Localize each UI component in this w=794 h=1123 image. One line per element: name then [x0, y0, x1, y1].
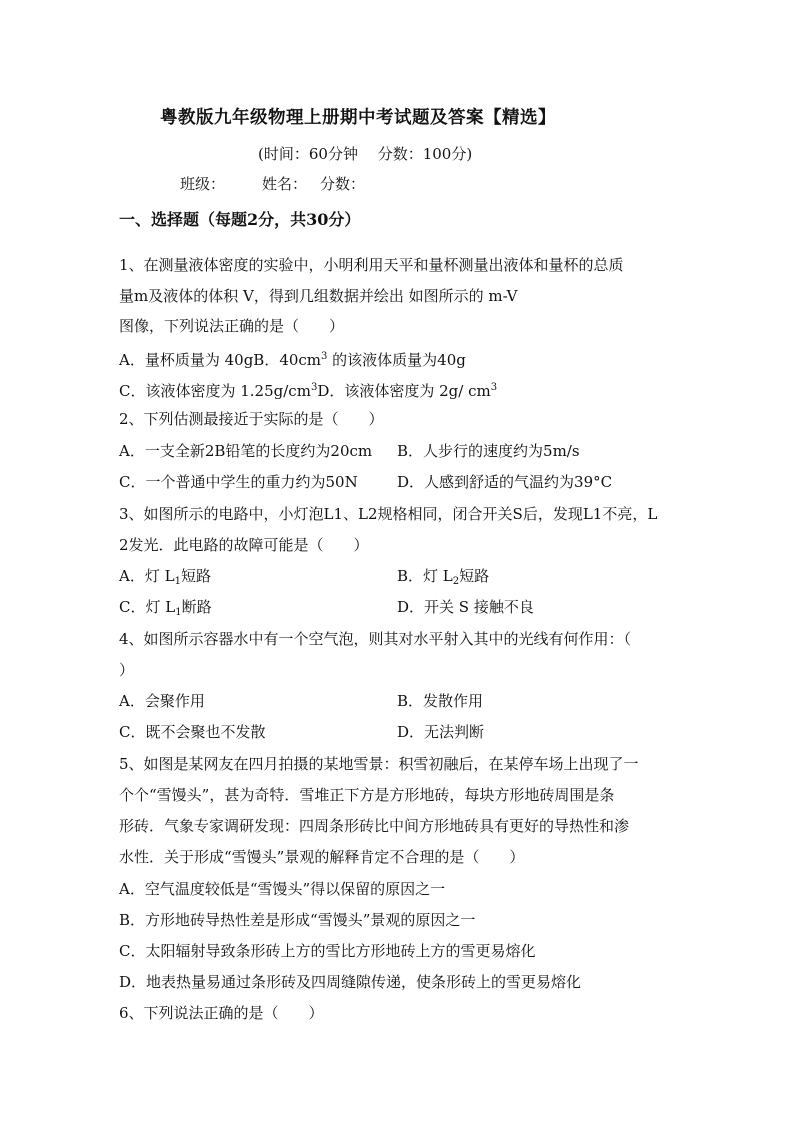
q6-stem: 6、下列说法正确的是（ ）: [119, 1004, 324, 1022]
q5-option-b: B．方形地砖导热性差是形成“雪馒头”景观的原因之一: [119, 911, 476, 929]
q3-a-sub: 1: [174, 576, 181, 587]
q1-stem-line2: 量m及液体的体积 V，得到几组数据并绘出 如图所示的 m-V: [119, 287, 518, 305]
q1-stem-line3: 图像，下列说法正确的是（ ）: [119, 317, 345, 335]
q3-c-pre: C．灯 L: [119, 598, 176, 616]
q2-option-c: C．一个普通中学生的重力约为50N: [119, 473, 358, 491]
q5-option-a: A．空气温度较低是“雪馒头”得以保留的原因之一: [119, 880, 446, 898]
q2-option-b: B．人步行的速度约为5m/s: [397, 442, 580, 460]
q4-option-a: A．会聚作用: [119, 692, 205, 710]
q5-option-c: C．太阳辐射导致条形砖上方的雪比方形地砖上方的雪更易熔化: [119, 942, 536, 960]
q4-option-c: C．既不会聚也不发散: [119, 723, 266, 741]
q3-option-a: [119, 566, 211, 592]
q2-option-a: A．一支全新2B铅笔的长度约为20cm: [119, 442, 373, 460]
name-label: 姓名：: [262, 175, 308, 193]
q3-stem-line2: 2发光．此电路的故障可能是（ ）: [119, 536, 369, 554]
q3-b-post: 短路: [459, 567, 490, 585]
q2-option-d: D．人感到舒适的气温约为39°C: [397, 473, 613, 491]
q1-stem-line1: 1、在测量液体密度的实验中，小明利用天平和量杯测量出液体和量杯的总质: [119, 256, 624, 274]
q1-cd-sup2: 3: [490, 382, 498, 393]
q3-c-post: 断路: [181, 598, 212, 616]
q3-option-c: [119, 597, 212, 623]
q3-a-pre: A．灯 L: [119, 567, 175, 585]
q1-cd-text2: D．该液体密度为 2g/ cm: [317, 382, 491, 400]
q2-stem: 2、下列估测最接近于实际的是（ ）: [119, 410, 384, 428]
q1-cd-sup1: 3: [310, 382, 318, 393]
q4-stem-line1: 4、如图所示容器水中有一个空气泡，则其对水平射入其中的光线有何作用：（: [119, 630, 632, 648]
score-label: 分数：: [320, 175, 366, 193]
q3-stem-line1: 3、如图所示的电路中，小灯泡L1、L2规格相同，闭合开关S后，发现L1不亮，L: [119, 505, 658, 523]
q1-ab-text1: A．量杯质量为 40gB．40cm: [119, 351, 322, 369]
q1-ab-sup: 3: [321, 351, 328, 362]
page-title: 粤教版九年级物理上册期中考试题及答案【精选】: [160, 108, 556, 128]
q1-options-cd: [119, 378, 497, 401]
q4-stem-line2: ）: [119, 661, 135, 679]
q5-stem-line1: 5、如图是某网友在四月拍摄的某地雪景：积雪初融后，在某停车场上出现了一: [119, 755, 639, 773]
q3-c-sub: 1: [175, 607, 182, 618]
q1-ab-text2: 的该液体质量为40g: [327, 351, 466, 369]
class-label: 班级：: [180, 175, 226, 193]
q5-option-d: D．地表热量易通过条形砖及四周缝隙传递，使条形砖上的雪更易熔化: [119, 973, 582, 991]
q4-option-d: D．无法判断: [397, 723, 485, 741]
q5-stem-line4: 水性．关于形成“雪馒头”景观的解释肯定不合理的是（ ）: [119, 848, 525, 866]
q1-cd-text1: C．该液体密度为 1.25g/cm: [119, 382, 311, 400]
q3-b-pre: B．灯 L: [397, 567, 453, 585]
section-heading: 一、选择题（每题2分，共30分）: [119, 210, 361, 229]
time-score-info: (时间：60分钟 分数：100分): [258, 145, 473, 163]
q3-option-d: D．开关 S 接触不良: [397, 598, 534, 616]
q4-option-b: B．发散作用: [397, 692, 484, 710]
q3-a-post: 短路: [180, 567, 211, 585]
q1-options-ab: [119, 347, 466, 370]
q5-stem-line2: 个个“雪馒头”，甚为奇特．雪堆正下方是方形地砖，每块方形地砖周围是条: [119, 786, 615, 804]
q3-option-b: [397, 566, 489, 592]
q3-b-sub: 2: [452, 576, 460, 587]
q5-stem-line3: 形砖．气象专家调研发现：四周条形砖比中间方形地砖具有更好的导热性和渗: [119, 817, 630, 835]
